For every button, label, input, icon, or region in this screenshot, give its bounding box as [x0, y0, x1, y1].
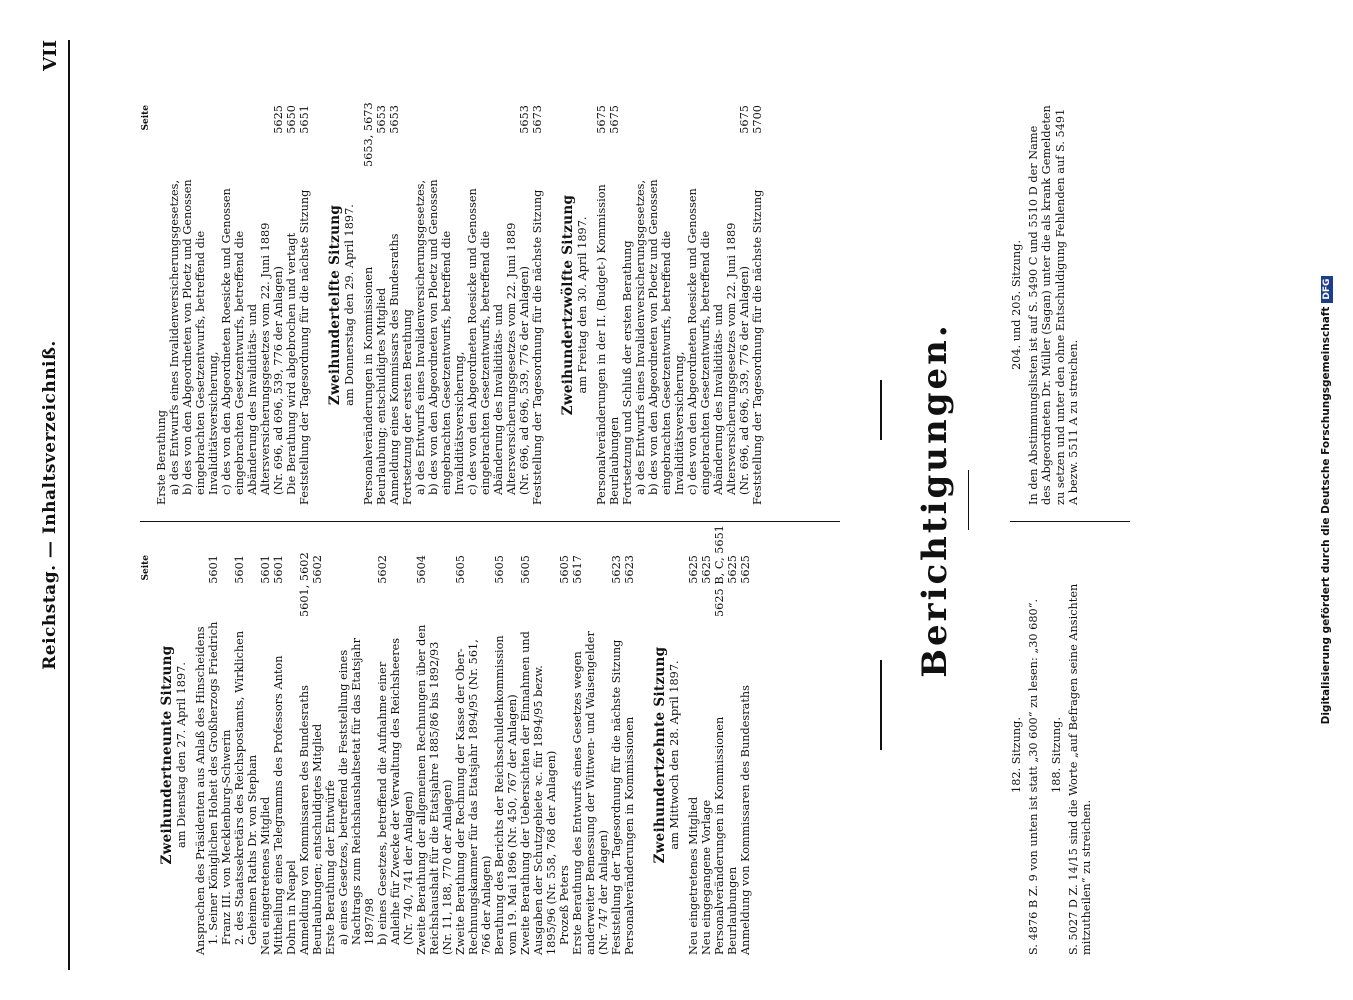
entry-text: a) des Entwurfs eines Invalidenversicherungsgesetzes,: [414, 179, 427, 495]
section-gap: [1081, 105, 1091, 505]
index-entry: [375, 105, 388, 505]
entry-page: 5650: [285, 105, 298, 134]
index-column-right: [140, 102, 774, 505]
index-entry: [738, 105, 751, 505]
index-entry: [207, 555, 233, 955]
entry-text: Berathung des Berichts der Reichsschuldenkommission vom 19. Mai 1896 (Nr. 450, 767 der Anlagen): [493, 635, 519, 955]
header-rule: [68, 40, 70, 970]
entry-text: Beurlaubungen; entschuldigtes Mitglied: [311, 723, 324, 955]
entry-text: Mittheilung eines Telegramms des Professors Anton Dohrn in Neapel: [272, 655, 298, 955]
entry-text: Fortsetzung der ersten Berathung: [401, 309, 414, 505]
section-rule: [880, 660, 882, 750]
entry-text: Fortsetzung und Schluß der ersten Berathung: [621, 240, 634, 505]
entry-text: c) des von den Abgeordneten Roesicke und Genossen eingebrachten Gesetzentwurfs, betreffend die Abänderung des Invaliditäts- und Altersversicherungsgesetzes vom 22. Juni 1889: [220, 188, 272, 495]
index-column-left: [140, 525, 762, 955]
index-entry: [519, 555, 558, 955]
entry-text: Personalveränderungen in der II. (Budget-) Kommission: [595, 184, 608, 505]
entry-text: (Nr. 696, ad 696, 539, 776 der Anlagen): [518, 266, 531, 495]
entry-text: b) des von den Abgeordneten von Ploetz und Genossen eingebrachten Gesetzentwurfs, betreffend die Invaliditätsversicherung,: [427, 179, 466, 495]
index-entry: [687, 555, 700, 955]
entry-page: 5602: [311, 555, 324, 584]
session-title: Zweihundertneunte Sitzung: [159, 645, 175, 865]
entry-text: a) des Entwurfs eines Invalidenversicherungsgesetzes,: [168, 179, 181, 495]
index-entry: [155, 105, 168, 505]
entry-text: Feststellung der Tagesordnung für die nächste Sitzung: [531, 189, 544, 505]
entry-text: Prozeß Peters: [558, 865, 571, 945]
session-date: am Dienstag den 27. April 1897.: [175, 662, 188, 848]
session-title: Zweihundertelfte Sitzung: [327, 204, 343, 406]
index-entry: [427, 105, 466, 505]
entry-text: Personalveränderungen in Kommissionen: [362, 266, 375, 505]
index-entry: [414, 105, 427, 505]
entry-text: Beurlaubung; entschuldigtes Mitglied: [375, 287, 388, 505]
section-rule: [880, 380, 882, 440]
index-entry: [610, 555, 623, 955]
index-entry: [454, 555, 493, 955]
entry-text: Zweite Berathung der Rechnung der Kasse der Ober-Rechnungskammer für das Etatsjahr 1894/95 (Nr. 561, 766 der Anlagen): [454, 639, 493, 955]
index-entry: [493, 555, 519, 955]
entry-page: 5601: [272, 555, 285, 584]
entry-page: 5605: [493, 555, 506, 584]
entry-page: 5673: [531, 105, 544, 134]
entry-text: a) eines Gesetzes, betreffend die Feststellung eines Nachtrags zum Reichshaushaltsetat für das Etatsjahr 1897/98: [337, 638, 376, 945]
correction-text: In den Abstimmungslisten ist auf S. 5490 C und 5510 D der Name des Abgeordneten Dr. Müller (Sagan) unter die als krank Gemeldeten zu setzen und unter den ohne Entschuldigung Fehlenden auf S. 5491 A bezw. 5511 A zu streichen.: [1026, 105, 1080, 505]
index-entry: [376, 555, 415, 955]
section-gap: [1094, 555, 1104, 955]
index-entry: [298, 552, 311, 955]
index-entry: [401, 105, 414, 505]
running-title: Reichstag. — Inhaltsverzeichniß.: [40, 340, 60, 670]
entry-page: 5623: [623, 555, 636, 584]
entry-page: 5625: [726, 555, 739, 584]
index-entry: [168, 105, 181, 505]
entry-text: Anmeldung von Kommissaren des Bundesraths: [739, 685, 752, 955]
entry-page: 5601: [259, 555, 272, 584]
entry-text: Neu eingetretenes Mitglied: [687, 796, 700, 955]
entry-page: 5605: [454, 555, 467, 584]
index-entry: [726, 555, 739, 955]
entry-page: 5605: [558, 555, 571, 584]
session-title: Zweihundertzwölfte Sitzung: [560, 194, 576, 416]
index-entry: [751, 105, 764, 505]
entry-page: 5625: [687, 555, 700, 584]
entry-text: 1. Seiner Königlichen Hoheit des Großherzogs Friedrich Franz III. von Mecklenburg-Schwerin: [207, 621, 233, 945]
corrections-title: Berichtigungen.: [915, 322, 955, 678]
entry-page: 5653, 5673: [362, 102, 375, 167]
section-gap: [636, 555, 646, 955]
entry-page: 5601, 5602: [298, 552, 311, 617]
corrections-left: [1010, 555, 1104, 955]
index-entry: [337, 555, 376, 955]
index-entry: [621, 105, 634, 505]
index-entry: [285, 105, 298, 505]
entry-text: c) des von den Abgeordneten Roesicke und Genossen eingebrachten Gesetzentwurfs, betreffend die Abänderung des Invaliditäts- und Altersversicherungsgesetzes vom 22. Juni 1889: [466, 188, 518, 495]
entry-text: Erste Berathung: [155, 410, 168, 505]
dfg-logo: DFG: [1321, 276, 1333, 303]
index-entry: [259, 555, 272, 955]
entry-page: 5604: [415, 555, 428, 584]
entry-page: 5675: [595, 105, 608, 134]
corrections-right: [1010, 105, 1091, 505]
entry-page: 5605: [519, 555, 532, 584]
corrections-divider: [1010, 521, 1130, 522]
page-header: [40, 40, 76, 970]
entry-text: Zweite Berathung der Uebersichten der Einnahmen und Ausgaben der Schutzgebiete ꝛc. für 1894/95 bezw. 1895/96 (Nr. 558, 768 der Anlagen): [519, 631, 558, 955]
session-title: Zweihundertzehnte Sitzung: [652, 646, 668, 864]
entry-text: Erste Berathung der Entwürfe: [324, 780, 337, 955]
index-entry: [194, 555, 207, 955]
index-entry: [272, 105, 285, 505]
index-entry: [311, 555, 324, 955]
page-number: VII: [40, 40, 61, 71]
entry-text: b) des von den Abgeordneten von Ploetz und Genossen eingebrachten Gesetzentwurfs, betreffend die Invaliditätsversicherung,: [181, 179, 220, 495]
index-entry: [272, 555, 298, 955]
entry-page: 5601: [207, 555, 220, 584]
index-entry: [324, 555, 337, 955]
entry-page: 5602: [376, 555, 389, 584]
entry-page: 5625: [700, 555, 713, 584]
index-entry: [686, 105, 738, 505]
entry-page: 5623: [610, 555, 623, 584]
entry-text: b) des von den Abgeordneten von Ploetz und Genossen eingebrachten Gesetzentwurfs, betreffend die Invaliditätsversicherung,: [647, 179, 686, 495]
index-entry: [233, 555, 259, 955]
index-entry: [571, 555, 610, 955]
entry-page: 5700: [751, 105, 764, 134]
index-entry: [739, 555, 752, 955]
entry-text: Anmeldung eines Kommissars des Bundesraths: [388, 233, 401, 505]
index-entry: [700, 555, 713, 955]
digitization-credit: [1320, 0, 1333, 1000]
index-entry: [595, 105, 608, 505]
entry-text: Feststellung der Tagesordnung für die nächste Sitzung: [298, 189, 311, 505]
correction-heading: 188. Sitzung.: [1050, 717, 1063, 793]
index-entry: [388, 105, 401, 505]
seite-label: Seite: [141, 555, 151, 581]
entry-text: Ansprachen des Präsidenten aus Anlaß des Hinscheidens: [194, 626, 207, 955]
entry-text: a) des Entwurfs eines Invalidenversicherungsgesetzes,: [634, 179, 647, 495]
correction-heading: 182. Sitzung.: [1010, 717, 1023, 793]
section-gap: [544, 105, 554, 505]
entry-text: 2. des Staatssekretärs des Reichspostamts, Wirklichen Geheimen Raths Dr. von Stephan: [233, 630, 259, 945]
entry-page: 5653: [388, 105, 401, 134]
index-entry: [518, 105, 531, 505]
entry-page: 5675: [608, 105, 621, 134]
entry-text: Anmeldung von Kommissaren des Bundesraths: [298, 685, 311, 955]
index-entry: [362, 102, 375, 505]
entry-text: Beurlaubungen: [608, 416, 621, 505]
entry-page: 5653: [518, 105, 531, 134]
index-entry: [558, 555, 571, 955]
index-entry: [634, 105, 647, 505]
section-gap: [764, 105, 774, 505]
entry-page: 5653: [375, 105, 388, 134]
entry-text: Personalveränderungen in Kommissionen: [713, 716, 726, 955]
entry-text: c) des von den Abgeordneten Roesicke und Genossen eingebrachten Gesetzentwurfs, betreffend die Abänderung des Invaliditäts- und Altersversicherungsgesetzes vom 22. Juni 1889: [686, 188, 738, 495]
session-date: am Donnerstag den 29. April 1897.: [343, 204, 356, 406]
session-date: am Freitag den 30. April 1897.: [576, 216, 589, 394]
entry-text: Beurlaubungen: [726, 866, 739, 955]
entry-text: Feststellung der Tagesordnung für die nächste Sitzung: [751, 189, 764, 505]
section-gap: [752, 555, 762, 955]
entry-text: Neu eingetretenes Mitglied: [259, 796, 272, 955]
correction-text: S. 5027 D Z. 14/15 sind die Worte „auf Befragen seine Ansichten mitzutheilen“ zu streichen.: [1066, 583, 1093, 955]
seite-label: Seite: [141, 105, 151, 131]
entry-text: (Nr. 696, ad 696, 539, 776 der Anlagen): [738, 266, 751, 495]
index-entry: [415, 555, 454, 955]
entry-page: 5675: [738, 105, 751, 134]
entry-page: 5651: [298, 105, 311, 134]
entry-page: 5625: [272, 105, 285, 134]
entry-text: Erste Berathung des Entwurfs eines Gesetzes wegen anderweiter Bemessung der Wittwen- und Waisengelder (Nr. 747 der Anlagen): [571, 631, 610, 955]
correction-text: S. 4876 B Z. 9 von unten ist statt „30 600“ zu lesen: „30 680“.: [1026, 598, 1040, 955]
entry-text: Neu eingegangene Vorlage: [700, 799, 713, 955]
entry-page: 5617: [571, 555, 584, 584]
index-entry: [466, 105, 518, 505]
entry-text: (Nr. 696, ad 696, 539, 776 der Anlagen): [272, 266, 285, 495]
index-entry: [220, 105, 272, 505]
entry-page: 5601: [233, 555, 246, 584]
index-entry: [713, 525, 726, 955]
title-rule: [968, 470, 969, 530]
credit-text: Digitalisierung gefördert durch die Deutsche Forschungsgemeinschaft: [1320, 306, 1332, 725]
column-divider: [140, 521, 840, 522]
entry-text: Die Berathung wird abgebrochen und vertagt: [285, 232, 298, 495]
index-entry: [298, 105, 311, 505]
correction-heading: 204. und 205. Sitzung.: [1010, 239, 1023, 371]
index-entry: [531, 105, 544, 505]
entry-text: b) eines Gesetzes, betreffend die Aufnahme einer Anleihe für Zwecke der Verwaltung des Reichsheeres (Nr. 740, 741 der Anlagen): [376, 637, 415, 945]
index-entry: [647, 105, 686, 505]
index-entry: [623, 555, 636, 955]
section-gap: [1040, 555, 1050, 955]
entry-text: Feststellung der Tagesordnung für die nächste Sitzung: [610, 639, 623, 955]
entry-text: Personalveränderungen in Kommissionen: [623, 716, 636, 955]
entry-text: Zweite Berathung der allgemeinen Rechnungen über den Reichshaushalt für die Etatsjahre 1885/86 bis 1892/93 (Nr. 11, 188, 770 der Anlagen): [415, 624, 454, 955]
entry-page: 5625 B, C, 5651: [713, 525, 726, 617]
section-gap: [311, 105, 321, 505]
session-date: am Mittwoch den 28. April 1897.: [668, 660, 681, 850]
entry-page: 5625: [739, 555, 752, 584]
index-entry: [608, 105, 621, 505]
index-entry: [181, 105, 220, 505]
